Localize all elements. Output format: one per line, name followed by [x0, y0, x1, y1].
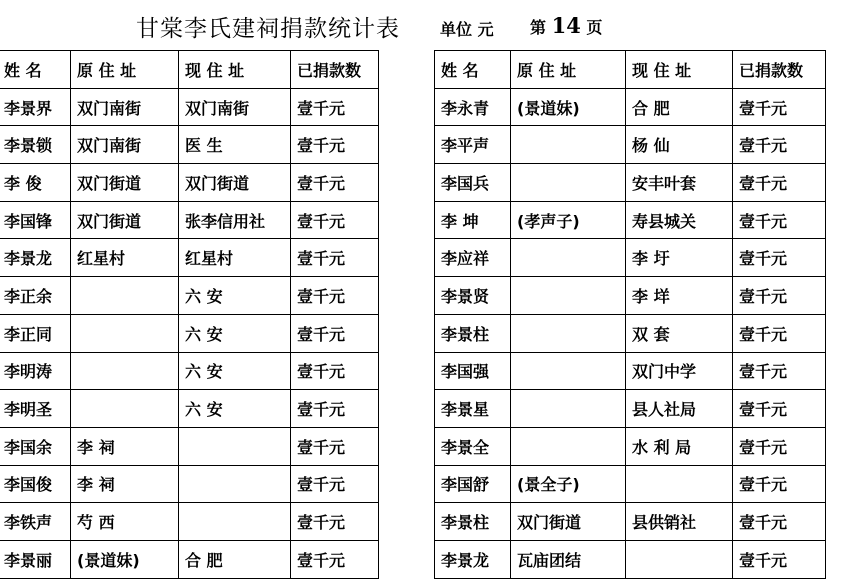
cell-current-address: 红星村 — [179, 239, 291, 277]
header-name: 姓 名 — [435, 51, 511, 89]
table-row — [435, 126, 826, 164]
cell-original-address — [511, 390, 626, 428]
cell-original-address: (孝声子) — [511, 201, 626, 239]
cell-current-address — [626, 465, 733, 503]
cell-current-address: 双 套 — [626, 314, 733, 352]
header-amount: 已捐款数 — [733, 51, 826, 89]
cell-name: 李 坤 — [435, 201, 511, 239]
cell-amount: 壹千元 — [291, 352, 379, 390]
cell-name: 李正同 — [0, 314, 71, 352]
cell-current-address: 合 肥 — [626, 88, 733, 126]
cell-original-address — [71, 277, 179, 315]
cell-current-address — [626, 540, 733, 578]
cell-amount: 壹千元 — [291, 239, 379, 277]
cell-amount: 壹千元 — [291, 540, 379, 578]
cell-name: 李明圣 — [0, 390, 71, 428]
table-row — [435, 314, 826, 352]
cell-current-address: 杨 仙 — [626, 126, 733, 164]
cell-name: 李国俊 — [0, 465, 71, 503]
cell-amount: 壹千元 — [733, 314, 826, 352]
cell-current-address: 县供销社 — [626, 503, 733, 541]
table-row — [435, 503, 826, 541]
cell-current-address: 六 安 — [179, 352, 291, 390]
page-number: 14 — [551, 13, 581, 38]
cell-name: 李铁声 — [0, 503, 71, 541]
cell-amount: 壹千元 — [291, 164, 379, 202]
table-row — [0, 201, 379, 239]
cell-original-address: (景道妹) — [71, 540, 179, 578]
table-header-row — [435, 51, 826, 89]
cell-original-address — [511, 126, 626, 164]
page-indicator — [530, 13, 602, 38]
cell-amount: 壹千元 — [291, 503, 379, 541]
cell-name: 李景柱 — [435, 314, 511, 352]
cell-original-address: 李 祠 — [71, 465, 179, 503]
cell-current-address: 双门中学 — [626, 352, 733, 390]
cell-original-address: 芍 西 — [71, 503, 179, 541]
cell-amount: 壹千元 — [733, 465, 826, 503]
cell-original-address: (景全子) — [511, 465, 626, 503]
cell-name: 李国余 — [0, 427, 71, 465]
cell-name: 李平声 — [435, 126, 511, 164]
table-row — [435, 164, 826, 202]
table-row — [435, 390, 826, 428]
cell-original-address — [511, 427, 626, 465]
cell-amount: 壹千元 — [733, 164, 826, 202]
cell-name: 李景龙 — [435, 540, 511, 578]
table-row — [435, 427, 826, 465]
cell-amount: 壹千元 — [291, 88, 379, 126]
table-row — [0, 88, 379, 126]
table-row — [435, 239, 826, 277]
cell-current-address: 安丰叶套 — [626, 164, 733, 202]
cell-name: 李景柱 — [435, 503, 511, 541]
cell-current-address — [179, 503, 291, 541]
cell-original-address: 红星村 — [71, 239, 179, 277]
cell-original-address: (景道妹) — [511, 88, 626, 126]
table-row — [435, 88, 826, 126]
cell-name: 李景龙 — [0, 239, 71, 277]
cell-current-address: 双门街道 — [179, 164, 291, 202]
table-row — [0, 277, 379, 315]
cell-current-address: 县人社局 — [626, 390, 733, 428]
table-row — [0, 314, 379, 352]
cell-amount: 壹千元 — [291, 314, 379, 352]
table-row — [435, 352, 826, 390]
cell-amount: 壹千元 — [733, 239, 826, 277]
cell-amount: 壹千元 — [291, 277, 379, 315]
cell-amount: 壹千元 — [733, 201, 826, 239]
cell-current-address: 双门南街 — [179, 88, 291, 126]
cell-name: 李景星 — [435, 390, 511, 428]
cell-name: 李景界 — [0, 88, 71, 126]
cell-original-address — [511, 164, 626, 202]
document-title: 甘棠李氏建祠捐款统计表 — [136, 16, 400, 42]
cell-current-address — [179, 427, 291, 465]
cell-name: 李景丽 — [0, 540, 71, 578]
page-suffix: 页 — [586, 18, 603, 37]
header-original-address: 原 住 址 — [71, 51, 179, 89]
table-row — [435, 201, 826, 239]
table-row — [0, 465, 379, 503]
cell-current-address: 医 生 — [179, 126, 291, 164]
cell-original-address — [511, 352, 626, 390]
header-current-address: 现 住 址 — [626, 51, 733, 89]
cell-amount: 壹千元 — [733, 390, 826, 428]
document-title-bar — [0, 0, 849, 50]
cell-amount: 壹千元 — [733, 352, 826, 390]
cell-amount: 壹千元 — [733, 503, 826, 541]
cell-current-address: 六 安 — [179, 314, 291, 352]
cell-name: 李国舒 — [435, 465, 511, 503]
cell-name: 李国锋 — [0, 201, 71, 239]
cell-amount: 壹千元 — [733, 277, 826, 315]
cell-original-address: 双门街道 — [511, 503, 626, 541]
cell-original-address — [511, 239, 626, 277]
cell-current-address: 合 肥 — [179, 540, 291, 578]
table-row — [435, 540, 826, 578]
cell-original-address: 双门街道 — [71, 164, 179, 202]
cell-name: 李明涛 — [0, 352, 71, 390]
cell-amount: 壹千元 — [733, 126, 826, 164]
cell-amount: 壹千元 — [291, 126, 379, 164]
cell-current-address: 寿县城关 — [626, 201, 733, 239]
cell-name: 李景贤 — [435, 277, 511, 315]
cell-original-address — [71, 390, 179, 428]
cell-current-address: 水 利 局 — [626, 427, 733, 465]
cell-original-address: 瓦庙团结 — [511, 540, 626, 578]
table-header-row — [0, 51, 379, 89]
cell-original-address — [71, 352, 179, 390]
header-current-address: 现 住 址 — [179, 51, 291, 89]
cell-amount: 壹千元 — [733, 427, 826, 465]
table-row — [0, 352, 379, 390]
cell-name: 李景全 — [435, 427, 511, 465]
cell-original-address — [71, 314, 179, 352]
cell-original-address: 双门南街 — [71, 88, 179, 126]
cell-current-address: 张李信用社 — [179, 201, 291, 239]
donation-table-left — [0, 50, 379, 579]
table-row — [0, 427, 379, 465]
table-row — [0, 540, 379, 578]
cell-original-address: 双门街道 — [71, 201, 179, 239]
unit-label: 单位 元 — [440, 20, 494, 39]
cell-amount: 壹千元 — [733, 88, 826, 126]
table-row — [0, 164, 379, 202]
cell-name: 李 俊 — [0, 164, 71, 202]
cell-amount: 壹千元 — [291, 465, 379, 503]
cell-original-address: 李 祠 — [71, 427, 179, 465]
cell-original-address — [511, 277, 626, 315]
cell-current-address: 李 垟 — [626, 277, 733, 315]
header-original-address: 原 住 址 — [511, 51, 626, 89]
cell-amount: 壹千元 — [733, 540, 826, 578]
cell-original-address: 双门南街 — [71, 126, 179, 164]
cell-name: 李景锁 — [0, 126, 71, 164]
cell-original-address — [511, 314, 626, 352]
header-name: 姓 名 — [0, 51, 71, 89]
cell-name: 李正余 — [0, 277, 71, 315]
cell-amount: 壹千元 — [291, 390, 379, 428]
cell-name: 李应祥 — [435, 239, 511, 277]
table-row — [435, 465, 826, 503]
cell-current-address: 李 圩 — [626, 239, 733, 277]
header-amount: 已捐款数 — [291, 51, 379, 89]
cell-current-address: 六 安 — [179, 390, 291, 428]
table-row — [0, 503, 379, 541]
cell-name: 李永青 — [435, 88, 511, 126]
table-row — [0, 126, 379, 164]
table-row — [435, 277, 826, 315]
cell-current-address: 六 安 — [179, 277, 291, 315]
cell-name: 李国强 — [435, 352, 511, 390]
cell-amount: 壹千元 — [291, 427, 379, 465]
cell-name: 李国兵 — [435, 164, 511, 202]
donation-table-right — [434, 50, 826, 579]
table-row — [0, 390, 379, 428]
cell-amount: 壹千元 — [291, 201, 379, 239]
table-row — [0, 239, 379, 277]
cell-current-address — [179, 465, 291, 503]
page-prefix: 第 — [530, 18, 547, 37]
